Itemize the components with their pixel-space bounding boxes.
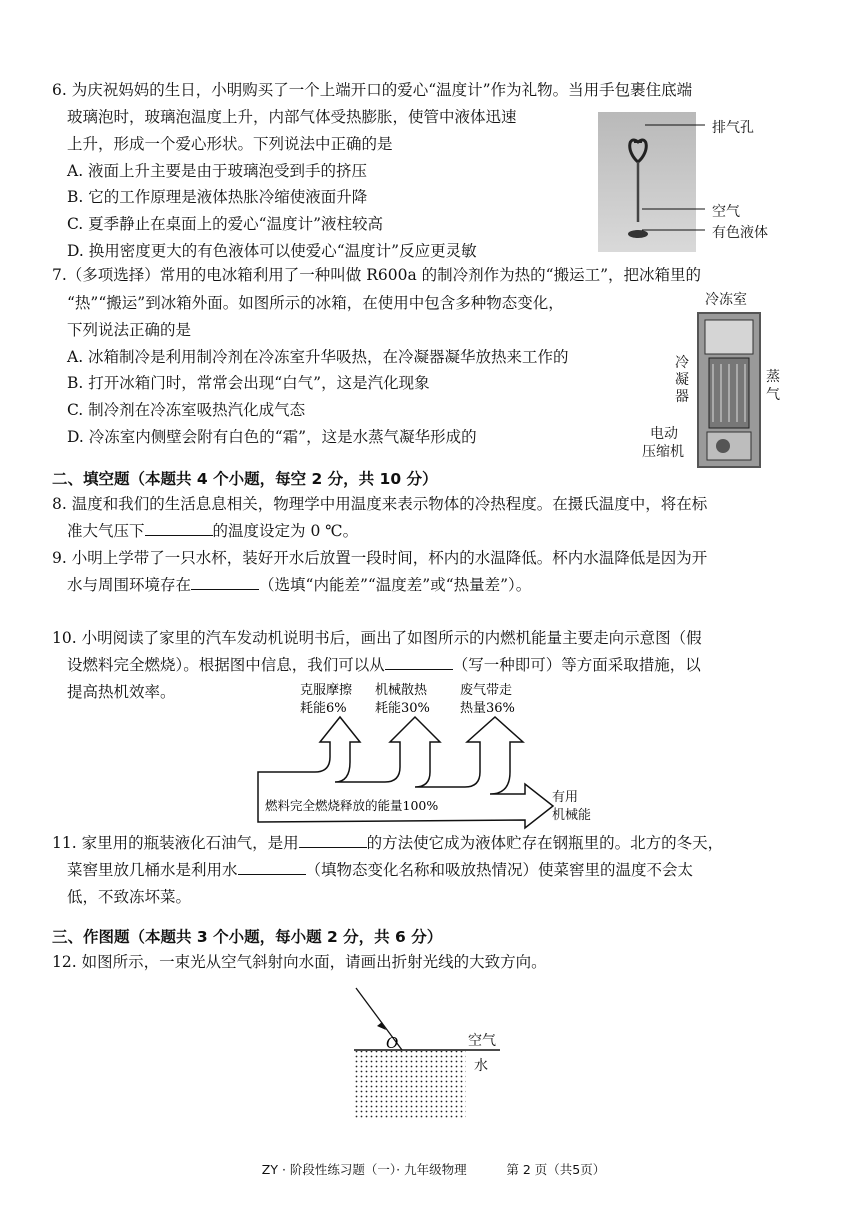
label-condenser-2: 凝: [675, 372, 689, 388]
incidence-point-o: O: [386, 1034, 399, 1052]
q9-stem-line1: 9. 小明上学带了一只水杯，装好开水后放置一段时间，杯内的水温降低。杯内水温降低是因为开: [52, 549, 708, 567]
q6-option-d: D. 换用密度更大的有色液体可以使爱心“温度计”反应更灵敏: [67, 242, 477, 260]
q8-text-b: 的温度设定为 0 ℃。: [212, 522, 359, 540]
label-condenser-1: 冷: [675, 355, 689, 371]
q11-stem-line1: [52, 833, 723, 853]
q8-answer-blank[interactable]: [145, 521, 213, 536]
q6-stem-line2: 玻璃泡时，玻璃泡温度上升，内部气体受热膨胀，使管中液体迅速: [67, 108, 517, 126]
label-compressor-2: 压缩机: [642, 444, 684, 460]
q7-option-b: B. 打开冰箱门时，常常会出现“白气”，这是汽化现象: [67, 374, 430, 392]
q9-text-a: 水与周围环境存在: [67, 576, 192, 594]
q11-text-d: （填物态变化名称和吸放热情况）使菜窖里的温度不会太: [305, 861, 694, 879]
flow-exhaust-line2: 热量36%: [460, 701, 515, 716]
section-drawing-title: 三、作图题（本题共 3 个小题，每小题 2 分，共 6 分）: [52, 928, 443, 946]
label-vent-hole: 排气孔: [712, 120, 754, 136]
flow-exhaust-line1: 废气带走: [460, 683, 513, 698]
q11-text-b: 的方法使它成为液体贮存在钢瓶里的。北方的冬天，: [366, 834, 724, 852]
q7-stem-line3: 下列说法正确的是: [67, 321, 192, 339]
q7-option-a: A. 冰箱制冷是利用制冷剂在冷冻室升华吸热，在冷凝器凝华放热来工作的: [67, 348, 569, 366]
q8-stem-line1: 8. 温度和我们的生活息息相关，物理学中用温度来表示物体的冷热程度。在摄氏温度中，将在标: [52, 495, 708, 513]
page-footer: ZY · 阶段性练习题（一）· 九年级物理 第 2 页（共5页）: [261, 1162, 606, 1177]
q11-answer-blank-1[interactable]: [299, 833, 367, 848]
q6-stem-line1: 6. 为庆祝妈妈的生日，小明购买了一个上端开口的爱心“温度计”作为礼物。当用手包裹住底端: [52, 81, 693, 99]
label-freezer: 冷冻室: [705, 292, 747, 308]
flow-total-energy: 燃料完全燃烧释放的能量100%: [265, 798, 439, 813]
energy-flow-diagram: [255, 672, 585, 832]
q6-option-b: B. 它的工作原理是液体热胀冷缩使液面升降: [67, 188, 368, 206]
flow-heat-loss-line2: 耗能30%: [375, 701, 430, 716]
flow-heat-loss-line1: 机械散热: [375, 683, 428, 698]
q7-stem-line2: “热”“搬运”到冰箱外面。如图所示的冰箱，在使用中包含多种物态变化，: [67, 294, 564, 312]
water-region: [354, 1051, 466, 1119]
label-air: 空气: [712, 204, 740, 220]
refrigerator-photo: [697, 312, 761, 468]
q7-stem-line1: 7.（多项选择）常用的电冰箱利用了一种叫做 R600a 的制冷剂作为热的“搬运工”，把冰箱里的: [52, 266, 701, 284]
q9-text-b: （选填“内能差”“温度差”或“热量差”）。: [259, 576, 532, 594]
q6-option-c: C. 夏季静止在桌面上的爱心“温度计”液柱较高: [67, 215, 384, 233]
q7-option-d: D. 冷冻室内侧壁会附有白色的“霜”，这是水蒸气凝华形成的: [67, 428, 477, 446]
flow-friction-line1: 克服摩擦: [300, 683, 353, 698]
flow-friction-line2: 耗能6%: [300, 701, 347, 716]
label-water-medium: 水: [474, 1058, 488, 1074]
q6-option-a: A. 液面上升主要是由于玻璃泡受到手的挤压: [67, 162, 368, 180]
q11-text-c: 菜窖里放几桶水是利用水: [67, 861, 238, 879]
label-air-medium: 空气: [468, 1033, 496, 1049]
q9-answer-blank[interactable]: [191, 575, 259, 590]
label-compressor-1: 电动: [650, 426, 678, 442]
q10-stem-line1: 10. 小明阅读了家里的汽车发动机说明书后，画出了如图所示的内燃机能量主要走向示意图（假: [52, 629, 702, 647]
q11-stem-line2: [67, 860, 693, 880]
q10-text-a: 设燃料完全燃烧）。根据图中信息，我们可以从: [67, 656, 385, 674]
label-vapor-2: 气: [766, 387, 780, 403]
thermometer-leader-lines: [640, 112, 710, 252]
label-vapor-1: 蒸: [766, 369, 780, 385]
q11-stem-line3: 低，不致冻坏菜。: [67, 888, 192, 906]
q12-stem: 12. 如图所示，一束光从空气斜射向水面，请画出折射光线的大致方向。: [52, 953, 547, 971]
flow-useful-line1: 有用: [552, 790, 579, 805]
refraction-diagram: [340, 980, 520, 1130]
q7-option-c: C. 制冷剂在冷冻室吸热汽化成气态: [67, 401, 306, 419]
label-condenser-3: 器: [675, 389, 689, 405]
q6-stem-line3: 上升，形成一个爱心形状。下列说法中正确的是: [67, 135, 393, 153]
q10-answer-blank[interactable]: [385, 655, 453, 670]
q10-text-b: （写一种即可）等方面采取措施，以: [452, 656, 701, 674]
flow-useful-line2: 机械能: [552, 808, 592, 823]
label-colored-liquid: 有色液体: [712, 225, 768, 241]
q9-stem-line2: [67, 575, 531, 595]
q8-stem-line2: [67, 521, 358, 541]
q11-answer-blank-2[interactable]: [238, 860, 306, 875]
section-fill-in-title: 二、填空题（本题共 4 个小题，每空 2 分，共 10 分）: [52, 470, 438, 488]
q8-text-a: 准大气压下: [67, 522, 145, 540]
q11-text-a: 11. 家里用的瓶装液化石油气，是用: [52, 834, 299, 852]
q10-stem-line3: 提高热机效率。: [67, 683, 176, 701]
